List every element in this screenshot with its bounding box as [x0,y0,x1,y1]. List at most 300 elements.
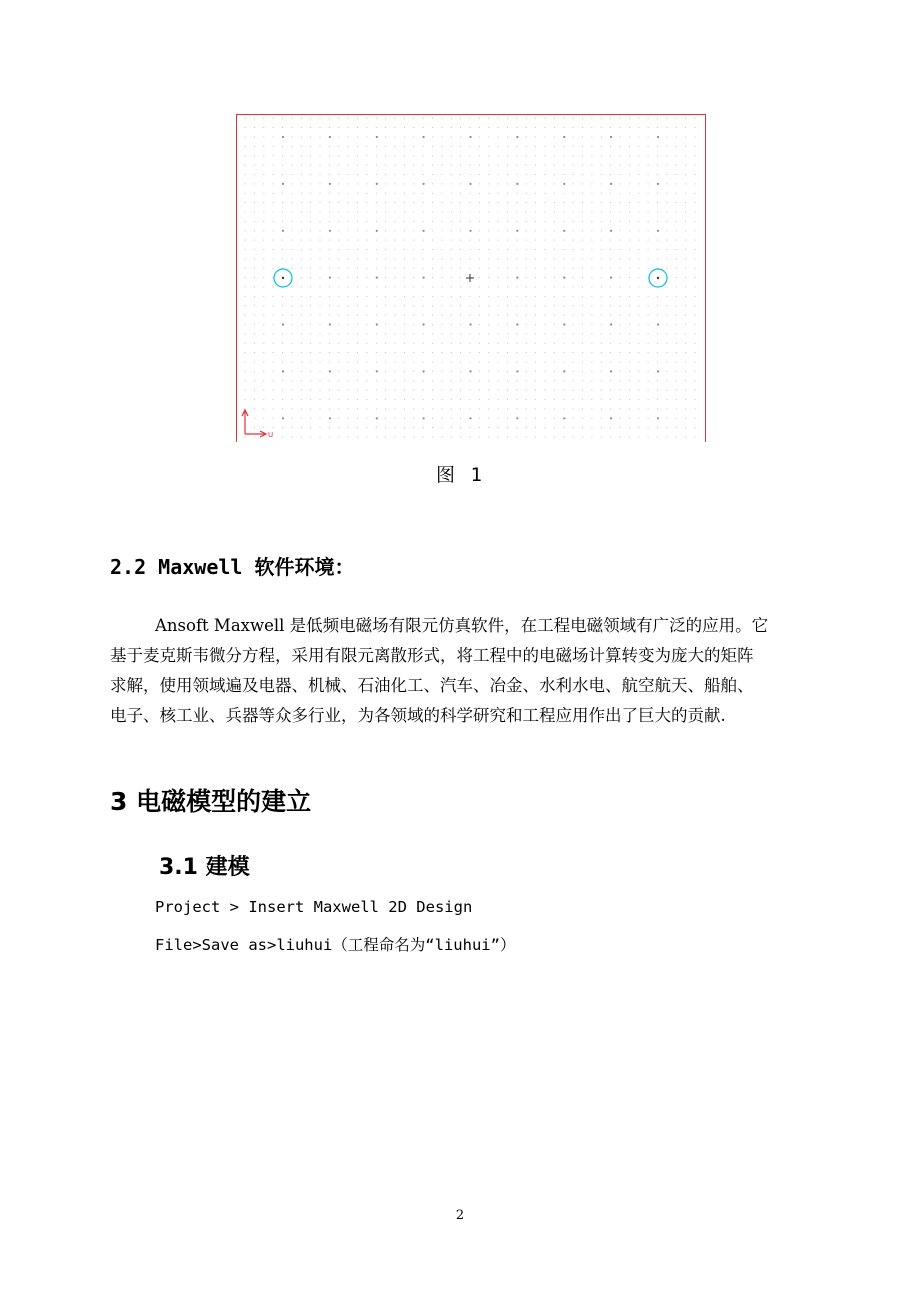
grid-dot [301,202,302,203]
grid-dot [648,390,649,391]
grid-dot [638,305,639,306]
grid-dot [338,343,339,344]
grid-dot [348,155,349,156]
grid-dot [329,305,330,306]
grid-dot [348,249,349,250]
grid-dot [526,230,527,231]
grid-dot [601,390,602,391]
grid-dot [554,136,555,137]
grid-dot [423,305,424,306]
grid-dot [291,324,292,325]
grid-dot [329,361,330,362]
grid-dot [554,118,555,119]
grid-dot [451,333,452,334]
grid-dot [685,155,686,156]
major-grid-dot [516,323,518,325]
grid-dot [666,183,667,184]
grid-dot [544,343,545,344]
grid-dot [301,399,302,400]
grid-dot [638,118,639,119]
grid-dot [301,286,302,287]
grid-dot [666,296,667,297]
grid-dot [507,202,508,203]
grid-dot [254,258,255,259]
grid-dot [563,380,564,381]
grid-dot [535,202,536,203]
grid-dot [441,155,442,156]
grid-dot [357,193,358,194]
grid-dot [310,183,311,184]
grid-dot [348,277,349,278]
grid-dot [469,436,470,437]
grid-dot [648,127,649,128]
grid-dot [357,333,358,334]
grid-dot [685,390,686,391]
grid-dot [685,165,686,166]
grid-dot [573,249,574,250]
grid-dot [544,286,545,287]
grid-dot [601,127,602,128]
grid-dot [338,399,339,400]
grid-dot [516,118,517,119]
grid-dot [432,343,433,344]
grid-dot [657,127,658,128]
grid-dot [582,324,583,325]
grid-dot [676,230,677,231]
grid-dot [619,380,620,381]
grid-dot [526,324,527,325]
grid-dot [554,333,555,334]
grid-dot [310,136,311,137]
grid-dot [591,361,592,362]
major-grid-dot [469,230,471,232]
grid-dot [648,315,649,316]
grid-dot [244,380,245,381]
grid-dot [563,193,564,194]
grid-dot [366,240,367,241]
grid-dot [301,380,302,381]
grid-dot [535,333,536,334]
grid-dot [516,155,517,156]
grid-dot [460,193,461,194]
grid-dot [657,240,658,241]
grid-dot [544,240,545,241]
grid-dot [254,408,255,409]
grid-dot [263,333,264,334]
grid-dot [685,127,686,128]
section-3-heading: 3 电磁模型的建立 [110,787,312,816]
grid-dot [338,296,339,297]
grid-dot [648,230,649,231]
grid-dot [591,268,592,269]
grid-dot [479,211,480,212]
grid-dot [301,211,302,212]
grid-dot [469,211,470,212]
grid-dot [423,118,424,119]
major-grid-dot [563,277,565,279]
grid-dot [366,343,367,344]
grid-dot [488,127,489,128]
grid-dot [676,277,677,278]
grid-dot [648,174,649,175]
grid-dot [366,352,367,353]
grid-dot [601,277,602,278]
grid-dot [301,118,302,119]
grid-dot [498,418,499,419]
grid-dot [451,427,452,428]
grid-dot [526,165,527,166]
grid-dot [554,305,555,306]
grid-dot [291,418,292,419]
grid-dot [338,240,339,241]
grid-dot [357,399,358,400]
grid-dot [601,333,602,334]
grid-dot [526,418,527,419]
grid-dot [498,202,499,203]
grid-dot [394,268,395,269]
grid-dot [413,118,414,119]
grid-dot [573,221,574,222]
grid-dot [591,211,592,212]
grid-dot [319,183,320,184]
grid-dot [498,343,499,344]
grid-dot [385,315,386,316]
major-grid-dot [282,136,284,138]
grid-dot [573,333,574,334]
grid-dot [291,193,292,194]
grid-dot [573,268,574,269]
grid-dot [498,174,499,175]
grid-dot [423,352,424,353]
grid-dot [273,361,274,362]
grid-dot [479,361,480,362]
grid-dot [423,240,424,241]
grid-dot [619,277,620,278]
grid-dot [535,249,536,250]
grid-dot [394,333,395,334]
grid-dot [451,268,452,269]
grid-dot [441,380,442,381]
grid-dot [610,155,611,156]
grid-dot [432,277,433,278]
grid-dot [591,399,592,400]
grid-dot [329,249,330,250]
grid-dot [666,249,667,250]
grid-dot [544,380,545,381]
grid-dot [244,343,245,344]
grid-dot [338,352,339,353]
grid-dot [291,286,292,287]
grid-dot [694,221,695,222]
grid-dot [432,333,433,334]
grid-dot [413,258,414,259]
grid-dot [254,277,255,278]
grid-dot [338,183,339,184]
grid-dot [469,343,470,344]
grid-dot [310,230,311,231]
grid-dot [366,315,367,316]
grid-dot [619,333,620,334]
grid-dot [348,324,349,325]
grid-dot [535,258,536,259]
grid-dot [413,277,414,278]
grid-dot [301,333,302,334]
grid-dot [666,333,667,334]
grid-dot [507,352,508,353]
grid-dot [357,258,358,259]
grid-dot [348,427,349,428]
grid-dot [676,361,677,362]
grid-dot [282,127,283,128]
grid-dot [441,193,442,194]
grid-dot [254,211,255,212]
grid-dot [469,380,470,381]
grid-dot [554,230,555,231]
grid-dot [385,202,386,203]
grid-dot [573,258,574,259]
grid-dot [329,146,330,147]
grid-dot [544,202,545,203]
grid-dot [676,155,677,156]
grid-dot [601,146,602,147]
grid-dot [338,174,339,175]
grid-dot [582,286,583,287]
grid-dot [413,296,414,297]
grid-dot [685,361,686,362]
grid-dot [694,258,695,259]
grid-dot [479,343,480,344]
grid-dot [394,136,395,137]
grid-dot [357,202,358,203]
grid-dot [244,315,245,316]
grid-dot [376,315,377,316]
grid-dot [348,343,349,344]
grid-dot [254,296,255,297]
grid-dot [385,324,386,325]
grid-dot [601,230,602,231]
major-grid-dot [469,323,471,325]
grid-dot [291,249,292,250]
grid-dot [563,296,564,297]
grid-dot [404,399,405,400]
grid-dot [619,221,620,222]
grid-dot [423,286,424,287]
grid-dot [666,361,667,362]
grid-dot [319,380,320,381]
grid-dot [479,221,480,222]
grid-dot [685,399,686,400]
grid-dot [582,427,583,428]
grid-dot [648,408,649,409]
grid-dot [376,240,377,241]
grid-dot [563,305,564,306]
grid-dot [657,211,658,212]
grid-dot [685,258,686,259]
grid-dot [619,390,620,391]
grid-dot [451,399,452,400]
grid-dot [685,352,686,353]
origin-crosshair [466,274,474,282]
grid-dot [338,211,339,212]
grid-dot [526,436,527,437]
grid-dot [273,249,274,250]
grid-dot [460,155,461,156]
grid-dot [582,361,583,362]
grid-dot [573,343,574,344]
grid-dot [385,408,386,409]
grid-dot [254,249,255,250]
grid-dot [441,118,442,119]
grid-dot [451,230,452,231]
grid-dot [460,174,461,175]
grid-dot [591,193,592,194]
grid-dot [498,118,499,119]
grid-dot [694,305,695,306]
grid-dot [694,230,695,231]
grid-dot [629,333,630,334]
grid-dot [432,202,433,203]
grid-dot [554,361,555,362]
grid-dot [554,268,555,269]
grid-dot [507,183,508,184]
grid-dot [244,361,245,362]
grid-dot [573,146,574,147]
grid-dot [629,418,630,419]
grid-dot [282,155,283,156]
grid-dot [376,165,377,166]
grid-dot [394,296,395,297]
major-grid-dot [376,230,378,232]
grid-dot [582,202,583,203]
grid-dot [451,221,452,222]
grid-dot [254,202,255,203]
grid-dot [619,418,620,419]
grid-dot [666,324,667,325]
grid-dot [694,183,695,184]
grid-dot [676,315,677,316]
grid-dot [554,286,555,287]
grid-dot [385,361,386,362]
grid-dot [629,390,630,391]
grid-dot [535,136,536,137]
grid-dot [244,136,245,137]
grid-dot [329,315,330,316]
grid-dot [666,202,667,203]
grid-dot [544,352,545,353]
grid-dot [291,118,292,119]
grid-dot [413,390,414,391]
grid-dot [404,324,405,325]
grid-dot [366,230,367,231]
grid-dot [591,324,592,325]
grid-dot [291,183,292,184]
grid-dot [357,427,358,428]
grid-dot [638,174,639,175]
grid-dot [685,427,686,428]
grid-dot [516,146,517,147]
grid-dot [254,343,255,344]
grid-dot [310,165,311,166]
grid-dot [469,408,470,409]
grid-dot [319,155,320,156]
major-grid-dot [329,183,331,185]
grid-dot [694,268,695,269]
grid-dot [254,136,255,137]
grid-dot [376,333,377,334]
grid-dot [657,146,658,147]
grid-dot [666,427,667,428]
grid-dot [338,408,339,409]
grid-dot [629,361,630,362]
grid-dot [666,380,667,381]
grid-dot [432,118,433,119]
grid-dot [404,202,405,203]
grid-dot [394,418,395,419]
grid-dot [301,240,302,241]
grid-dot [451,324,452,325]
grid-dot [254,268,255,269]
grid-dot [432,380,433,381]
grid-dot [535,296,536,297]
grid-dot [554,436,555,437]
grid-dot [329,399,330,400]
grid-dot [319,127,320,128]
grid-dot [554,174,555,175]
grid-dot [544,296,545,297]
grid-dot [563,286,564,287]
grid-dot [263,268,264,269]
figure-caption: 图 1 [436,464,484,486]
grid-dot [676,352,677,353]
grid-dot [385,146,386,147]
grid-dot [479,230,480,231]
grid-dot [451,361,452,362]
grid-dot [469,286,470,287]
grid-dot [488,418,489,419]
grid-dot [573,371,574,372]
grid-dot [338,333,339,334]
grid-dot [319,361,320,362]
grid-dot [498,193,499,194]
grid-dot [423,315,424,316]
grid-dot [516,240,517,241]
grid-dot [544,268,545,269]
grid-dot [376,390,377,391]
grid-dot [648,118,649,119]
grid-dot [357,352,358,353]
grid-dot [516,333,517,334]
grid-dot [451,240,452,241]
grid-dot [591,118,592,119]
grid-dot [301,352,302,353]
grid-dot [338,427,339,428]
grid-dot [610,408,611,409]
grid-dot [573,399,574,400]
grid-dot [526,277,527,278]
grid-dot [460,427,461,428]
grid-dot [310,305,311,306]
grid-dot [291,127,292,128]
grid-dot [357,315,358,316]
grid-dot [432,361,433,362]
grid-dot [507,361,508,362]
grid-dot [544,249,545,250]
grid-dot [498,333,499,334]
grid-dot [676,436,677,437]
grid-dot [685,380,686,381]
grid-dot [488,324,489,325]
grid-dot [610,286,611,287]
